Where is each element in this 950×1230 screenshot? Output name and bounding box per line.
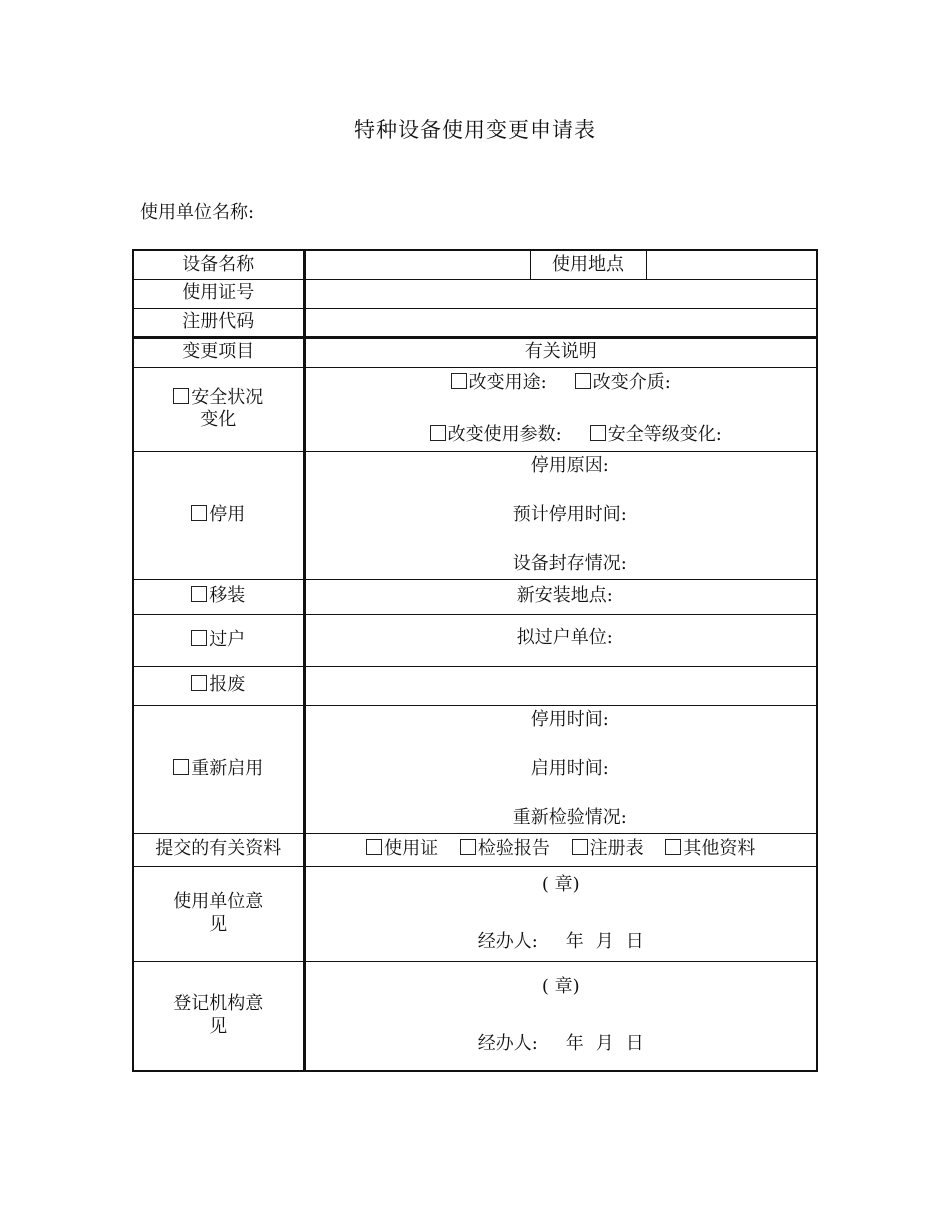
checkbox-icon[interactable]	[590, 425, 606, 441]
handler-signature-line	[306, 1033, 817, 1056]
option-label: 改变使用参数:	[447, 423, 562, 445]
row-use-cert	[133, 279, 817, 308]
form-title: 特种设备使用变更申请表	[354, 118, 596, 142]
scrap-cell	[133, 666, 304, 705]
month-label: 月	[595, 931, 614, 952]
safety-change-label: 安全状况	[191, 386, 264, 408]
row-reg-code	[133, 308, 817, 337]
scrap-detail[interactable]	[304, 666, 817, 705]
day-label: 日	[625, 1033, 644, 1055]
seal-mark: ( 章)	[541, 975, 580, 997]
checkbox-icon[interactable]	[430, 425, 446, 441]
doc-inspection-report[interactable]	[460, 838, 550, 859]
row-header	[133, 337, 817, 367]
restart-start-time: 启用时间:	[530, 757, 609, 779]
safety-change-label-2: 变化	[200, 409, 237, 430]
label-line: 使用单位意	[173, 891, 264, 912]
reg-code-label: 注册代码	[133, 308, 304, 337]
restart-label: 重新启用	[191, 757, 264, 779]
related-desc-header: 有关说明	[304, 337, 817, 367]
unit-name-label: 使用单位名称:	[140, 202, 255, 223]
checkbox-relocation[interactable]	[191, 586, 207, 602]
restart-stop-time: 停用时间:	[530, 709, 609, 730]
restart-cell	[133, 705, 304, 833]
option-label: 使用证	[384, 838, 439, 860]
checkbox-transfer[interactable]	[191, 630, 207, 646]
stop-use-label: 停用	[209, 503, 246, 525]
doc-other[interactable]	[665, 838, 755, 859]
checkbox-safety-change[interactable]	[173, 388, 189, 404]
use-location-value[interactable]	[646, 250, 817, 279]
device-name-label: 设备名称	[133, 250, 304, 279]
documents-options	[304, 833, 817, 866]
row-unit-opinion	[133, 866, 817, 961]
checkbox-icon[interactable]	[460, 839, 476, 855]
label-line: 见	[209, 913, 228, 935]
transfer-label: 过户	[209, 628, 246, 650]
checkbox-icon[interactable]	[665, 839, 681, 855]
row-transfer	[133, 614, 817, 666]
handler-signature-line	[306, 931, 817, 954]
option-change-purpose[interactable]	[451, 372, 547, 395]
restart-reinspection: 重新检验情况:	[512, 806, 627, 828]
handler-label: 经办人:	[477, 1033, 538, 1055]
year-label: 年	[565, 1033, 584, 1055]
reg-code-value[interactable]	[304, 308, 817, 337]
month-label: 月	[595, 1033, 614, 1055]
safety-change-cell	[133, 367, 304, 451]
stop-expected-time: 预计停用时间:	[512, 503, 627, 525]
label-line: 登记机构意	[173, 993, 264, 1015]
option-change-params[interactable]	[430, 424, 562, 447]
transfer-detail: 拟过户单位:	[304, 614, 817, 666]
stop-use-details	[304, 451, 817, 579]
scrap-label: 报废	[209, 674, 246, 696]
stop-use-cell	[133, 451, 304, 579]
documents-label: 提交的有关资料	[133, 833, 304, 866]
use-cert-label: 使用证号	[133, 279, 304, 308]
change-application-table	[132, 249, 818, 1072]
use-location-label: 使用地点	[530, 250, 646, 279]
change-item-header: 变更项目	[133, 337, 304, 367]
unit-opinion-content[interactable]	[304, 866, 817, 961]
checkbox-icon[interactable]	[575, 373, 591, 389]
registry-opinion-label	[133, 961, 304, 1071]
row-stop-use	[133, 451, 817, 579]
checkbox-stop-use[interactable]	[191, 505, 207, 521]
doc-use-cert[interactable]	[366, 838, 438, 859]
option-label: 注册表	[589, 838, 644, 860]
checkbox-icon[interactable]	[451, 373, 467, 389]
transfer-cell	[133, 614, 304, 666]
option-label: 其他资料	[683, 838, 756, 860]
day-label: 日	[625, 931, 644, 952]
unit-opinion-label	[133, 866, 304, 961]
seal-mark: ( 章)	[541, 873, 580, 895]
row-restart	[133, 705, 817, 833]
safety-options-cell	[304, 367, 817, 451]
row-documents	[133, 833, 817, 866]
option-safety-level[interactable]	[590, 424, 722, 447]
relocation-detail: 新安装地点:	[304, 579, 817, 614]
handler-label: 经办人:	[477, 931, 538, 952]
registry-opinion-content[interactable]	[304, 961, 817, 1071]
checkbox-restart[interactable]	[173, 759, 189, 775]
row-safety-change	[133, 367, 817, 451]
checkbox-icon[interactable]	[366, 839, 382, 855]
stop-reason: 停用原因:	[530, 455, 609, 476]
device-name-value[interactable]	[304, 250, 530, 279]
row-device-name	[133, 250, 817, 279]
row-relocation	[133, 579, 817, 614]
checkbox-icon[interactable]	[572, 839, 588, 855]
option-label: 改变介质:	[592, 372, 671, 393]
row-scrap	[133, 666, 817, 705]
relocation-label: 移装	[209, 585, 246, 607]
option-label: 检验报告	[477, 838, 550, 860]
relocation-cell	[133, 579, 304, 614]
use-cert-value[interactable]	[304, 279, 817, 308]
option-change-medium[interactable]	[575, 372, 671, 395]
checkbox-scrap[interactable]	[191, 675, 207, 691]
option-label: 改变用途:	[468, 372, 547, 393]
year-label: 年	[565, 931, 584, 952]
doc-registration-form[interactable]	[572, 838, 644, 859]
option-label: 安全等级变化:	[607, 423, 722, 445]
label-line: 见	[209, 1015, 228, 1037]
restart-details	[304, 705, 817, 833]
stop-sealing-status: 设备封存情况:	[512, 552, 627, 574]
row-registry-opinion	[133, 961, 817, 1071]
